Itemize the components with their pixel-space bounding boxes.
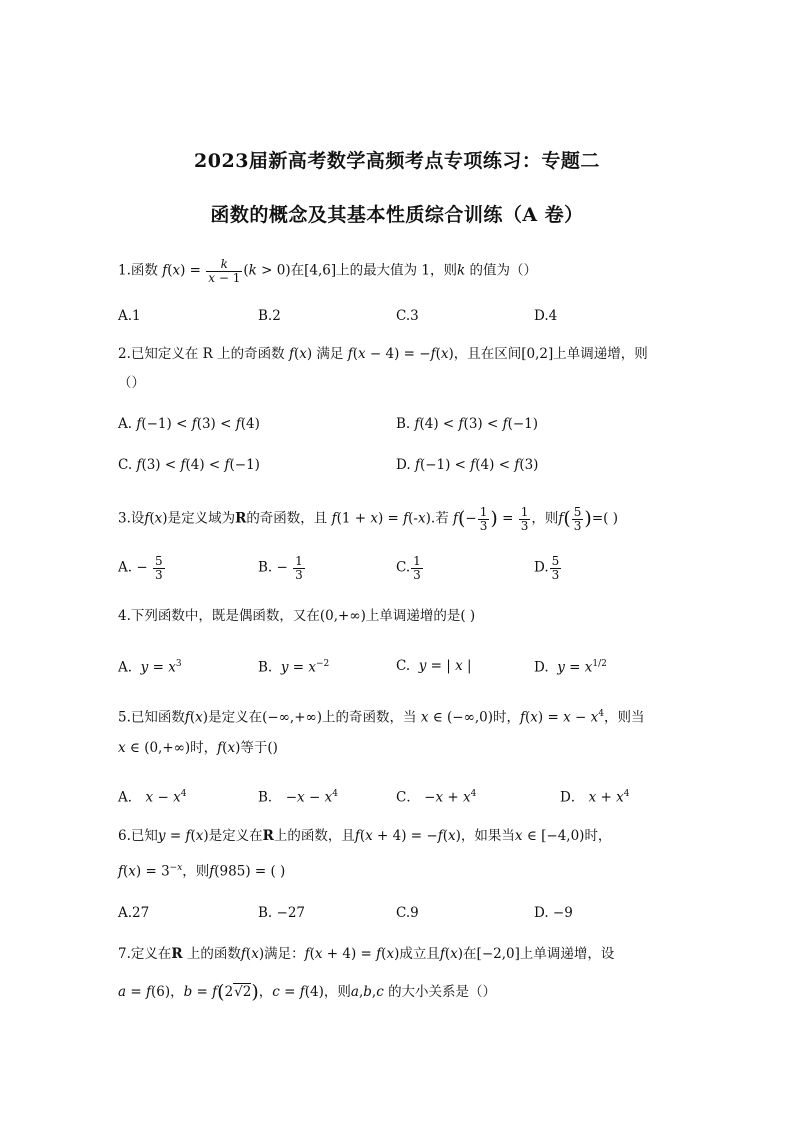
q2-option-c[interactable]: C. f(3) < f(4) < f(−1) (118, 457, 260, 473)
document-title-line1: 2023届新高考数学高频考点专项练习：专题二 (194, 150, 600, 172)
q2-option-b[interactable]: B. f(4) < f(3) < f(−1) (396, 416, 539, 432)
q3-option-a[interactable]: A. − $\frac{5}{3}$ (118, 554, 163, 582)
q4-option-c[interactable]: C. y = | x | (396, 658, 472, 674)
question-6: 6.已知y = f(x)是定义在R上的函数，且f(x + 4) = −f(x)，如果当x ∈ [−4,0)时， (118, 828, 612, 844)
q6-option-b[interactable]: B. −27 (258, 905, 305, 921)
q3-option-c[interactable]: C. $\frac{1}{3}$ (396, 554, 421, 582)
q6-option-a[interactable]: A.27 (118, 905, 150, 921)
q1-option-b[interactable]: B.2 (258, 308, 281, 324)
question-5: 5.已知函数f(x)是定义在(−∞,+∞)上的奇函数，当 x ∈ (−∞,0)时，$f(x) = x - x^4$，则当 (118, 709, 645, 726)
q3-option-d[interactable]: D. $\frac{5}{3}$ (534, 554, 560, 582)
q5-option-b[interactable]: B． $-x - x^4$ (258, 789, 338, 806)
q5-option-d[interactable]: D． $x + x^4$ (560, 789, 630, 806)
document-title-line2: 函数的概念及其基本性质综合训练（A 卷） (210, 204, 584, 226)
q4-option-d[interactable]: D. $y = x^{1/2}$ (534, 659, 607, 676)
question-4: 4.下列函数中，既是偶函数，又在(0,+∞)上单调递增的是( ) (118, 608, 476, 624)
question-3: 3.设f(x)是定义域为R的奇函数，且 f(1 + x) = f(-x).若 f(− $\frac{1}{3}$ ) = $\frac{1}{3}$ ，则f( $\frac{5}{3}$ )=( ) (118, 505, 618, 533)
question-7-continued: a = f(6)，b = f(2√2)，c = f(4)，则a,b,c 的大小关系是（） (118, 981, 497, 1003)
q2-option-a[interactable]: A. f(−1) < f(3) < f(4) (118, 416, 260, 432)
q5-option-c[interactable]: C． $-x + x^4$ (396, 789, 477, 806)
q1-option-d[interactable]: D.4 (534, 308, 558, 324)
question-5-continued: x ∈ (0,+∞)时，f(x)等于() (118, 740, 278, 756)
q6-option-d[interactable]: D. −9 (534, 905, 573, 921)
question-2-continued: （） (118, 375, 145, 391)
question-6-continued: $f(x) = 3^{-x}$，则f(985) = ( ) (118, 863, 286, 880)
q6-option-c[interactable]: C.9 (396, 905, 419, 921)
question-1: 1.函数 f(x) = $\frac{k}{x - 1}$ (k > 0)在[4,6]上的最大值为 1，则k 的值为（） (118, 257, 537, 285)
q1-option-c[interactable]: C.3 (396, 308, 419, 324)
q2-option-d[interactable]: D. f(−1) < f(4) < f(3) (396, 457, 539, 473)
q5-option-a[interactable]: A． $x - x^4$ (118, 789, 187, 806)
question-7: 7.定义在R 上的函数f(x)满足：f(x + 4) = f(x)成立且f(x)在[−2,0]上单调递增，设 (118, 946, 615, 962)
q1-option-a[interactable]: A.1 (118, 308, 141, 324)
question-2: 2.已知定义在 R 上的奇函数 f(x) 满足 f(x − 4) = −f(x)，且在区间[0,2]上单调递增，则 (118, 346, 648, 362)
q4-option-a[interactable]: A. $y = x^3$ (118, 659, 182, 676)
q3-option-b[interactable]: B. − $\frac{1}{3}$ (258, 554, 303, 582)
q4-option-b[interactable]: B. $y = x^{-2}$ (258, 659, 330, 676)
